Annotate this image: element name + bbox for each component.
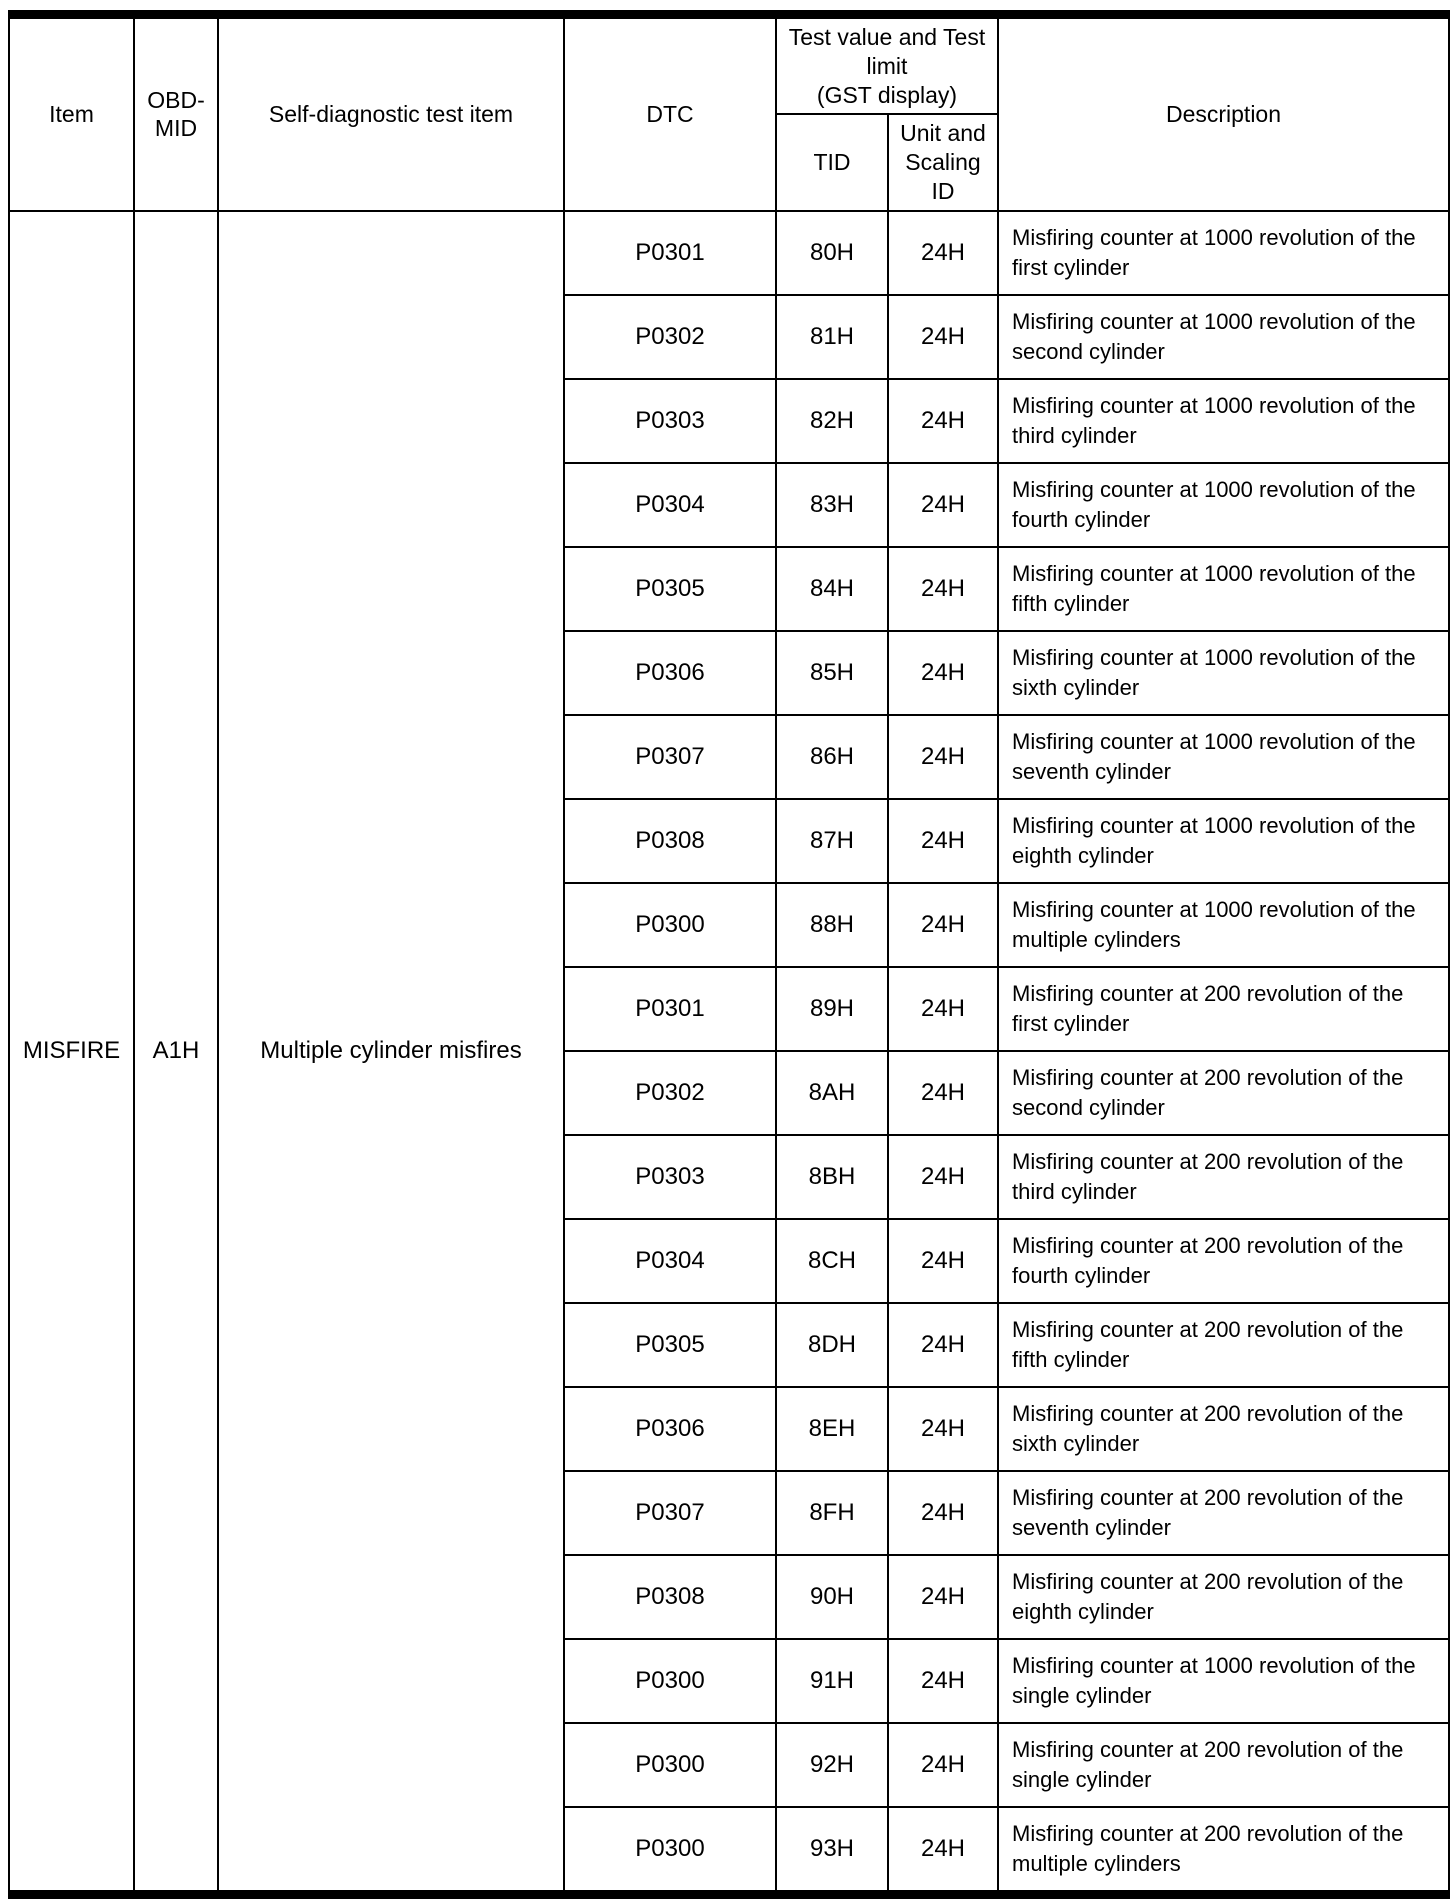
description-cell: Misfiring counter at 1000 revolution of the fifth cylinder [998, 547, 1449, 631]
unit-scaling-cell: 24H [888, 211, 998, 295]
tid-cell: 90H [776, 1555, 888, 1639]
tid-cell: 8AH [776, 1051, 888, 1135]
dtc-cell: P0302 [564, 1051, 776, 1135]
tid-cell: 91H [776, 1639, 888, 1723]
table-body [9, 211, 1449, 1895]
description-cell: Misfiring counter at 200 revolution of the fifth cylinder [998, 1303, 1449, 1387]
description-cell: Misfiring counter at 200 revolution of the multiple cylinders [998, 1807, 1449, 1895]
dtc-cell: P0307 [564, 1471, 776, 1555]
unit-scaling-cell: 24H [888, 463, 998, 547]
tid-cell: 8FH [776, 1471, 888, 1555]
description-cell: Misfiring counter at 200 revolution of the eighth cylinder [998, 1555, 1449, 1639]
tid-cell: 82H [776, 379, 888, 463]
col-header-description: Description [998, 15, 1449, 211]
description-cell: Misfiring counter at 200 revolution of the single cylinder [998, 1723, 1449, 1807]
description-cell: Misfiring counter at 200 revolution of the fourth cylinder [998, 1219, 1449, 1303]
description-cell: Misfiring counter at 1000 revolution of the third cylinder [998, 379, 1449, 463]
col-header-obd-mid: OBD-MID [134, 15, 218, 211]
dtc-cell: P0303 [564, 379, 776, 463]
unit-scaling-cell: 24H [888, 1051, 998, 1135]
description-cell: Misfiring counter at 1000 revolution of the single cylinder [998, 1639, 1449, 1723]
col-header-unit-scaling: Unit and Scaling ID [888, 114, 998, 210]
dtc-cell: P0306 [564, 631, 776, 715]
tid-cell: 81H [776, 295, 888, 379]
unit-scaling-cell: 24H [888, 1387, 998, 1471]
dtc-cell: P0300 [564, 1807, 776, 1895]
tid-cell: 88H [776, 883, 888, 967]
tid-cell: 8BH [776, 1135, 888, 1219]
tid-cell: 87H [776, 799, 888, 883]
col-header-dtc: DTC [564, 15, 776, 211]
description-cell: Misfiring counter at 1000 revolution of the fourth cylinder [998, 463, 1449, 547]
description-cell: Misfiring counter at 1000 revolution of the multiple cylinders [998, 883, 1449, 967]
description-cell: Misfiring counter at 1000 revolution of the first cylinder [998, 211, 1449, 295]
unit-scaling-cell: 24H [888, 547, 998, 631]
dtc-cell: P0302 [564, 295, 776, 379]
unit-scaling-cell: 24H [888, 1471, 998, 1555]
col-header-item: Item [9, 15, 134, 211]
dtc-cell: P0304 [564, 463, 776, 547]
tid-cell: 92H [776, 1723, 888, 1807]
description-cell: Misfiring counter at 200 revolution of the first cylinder [998, 967, 1449, 1051]
dtc-cell: P0305 [564, 547, 776, 631]
description-cell: Misfiring counter at 1000 revolution of the sixth cylinder [998, 631, 1449, 715]
dtc-cell: P0301 [564, 967, 776, 1051]
unit-scaling-cell: 24H [888, 1555, 998, 1639]
unit-scaling-cell: 24H [888, 1807, 998, 1895]
tid-cell: 93H [776, 1807, 888, 1895]
dtc-cell: P0308 [564, 799, 776, 883]
group-item-cell: MISFIRE [9, 211, 134, 1895]
dtc-cell: P0304 [564, 1219, 776, 1303]
test-value-group-line1: Test value and Test limit [788, 24, 986, 79]
tid-cell: 8DH [776, 1303, 888, 1387]
tid-cell: 85H [776, 631, 888, 715]
tid-cell: 83H [776, 463, 888, 547]
test-value-group-line2: (GST display) [816, 81, 958, 108]
unit-scaling-cell: 24H [888, 1219, 998, 1303]
description-cell: Misfiring counter at 1000 revolution of the second cylinder [998, 295, 1449, 379]
unit-scaling-cell: 24H [888, 1723, 998, 1807]
description-cell: Misfiring counter at 200 revolution of the seventh cylinder [998, 1471, 1449, 1555]
tid-cell: 80H [776, 211, 888, 295]
table-row [9, 211, 1449, 295]
unit-scaling-cell: 24H [888, 1303, 998, 1387]
unit-scaling-cell: 24H [888, 967, 998, 1051]
description-cell: Misfiring counter at 200 revolution of the second cylinder [998, 1051, 1449, 1135]
dtc-cell: P0300 [564, 883, 776, 967]
unit-scaling-cell: 24H [888, 715, 998, 799]
dtc-cell: P0300 [564, 1639, 776, 1723]
unit-scaling-cell: 24H [888, 295, 998, 379]
description-cell: Misfiring counter at 1000 revolution of the eighth cylinder [998, 799, 1449, 883]
unit-scaling-cell: 24H [888, 379, 998, 463]
scanned-manual-page [0, 10, 1456, 1876]
dtc-cell: P0307 [564, 715, 776, 799]
diagnostic-test-table [8, 10, 1450, 1899]
unit-scaling-cell: 24H [888, 1135, 998, 1219]
tid-cell: 84H [776, 547, 888, 631]
description-cell: Misfiring counter at 200 revolution of the sixth cylinder [998, 1387, 1449, 1471]
tid-cell: 86H [776, 715, 888, 799]
unit-scaling-cell: 24H [888, 799, 998, 883]
tid-cell: 89H [776, 967, 888, 1051]
col-header-tid: TID [776, 114, 888, 210]
description-cell: Misfiring counter at 200 revolution of the third cylinder [998, 1135, 1449, 1219]
unit-scaling-cell: 24H [888, 1639, 998, 1723]
col-header-test-item: Self-diagnostic test item [218, 15, 564, 211]
unit-scaling-cell: 24H [888, 883, 998, 967]
dtc-cell: P0305 [564, 1303, 776, 1387]
dtc-cell: P0308 [564, 1555, 776, 1639]
dtc-cell: P0301 [564, 211, 776, 295]
col-header-test-value-group [776, 15, 998, 115]
group-obd-mid-cell: A1H [134, 211, 218, 1895]
dtc-cell: P0300 [564, 1723, 776, 1807]
description-cell: Misfiring counter at 1000 revolution of the seventh cylinder [998, 715, 1449, 799]
dtc-cell: P0303 [564, 1135, 776, 1219]
group-test-item-cell: Multiple cylinder misfires [218, 211, 564, 1895]
dtc-cell: P0306 [564, 1387, 776, 1471]
unit-scaling-cell: 24H [888, 631, 998, 715]
tid-cell: 8CH [776, 1219, 888, 1303]
tid-cell: 8EH [776, 1387, 888, 1471]
